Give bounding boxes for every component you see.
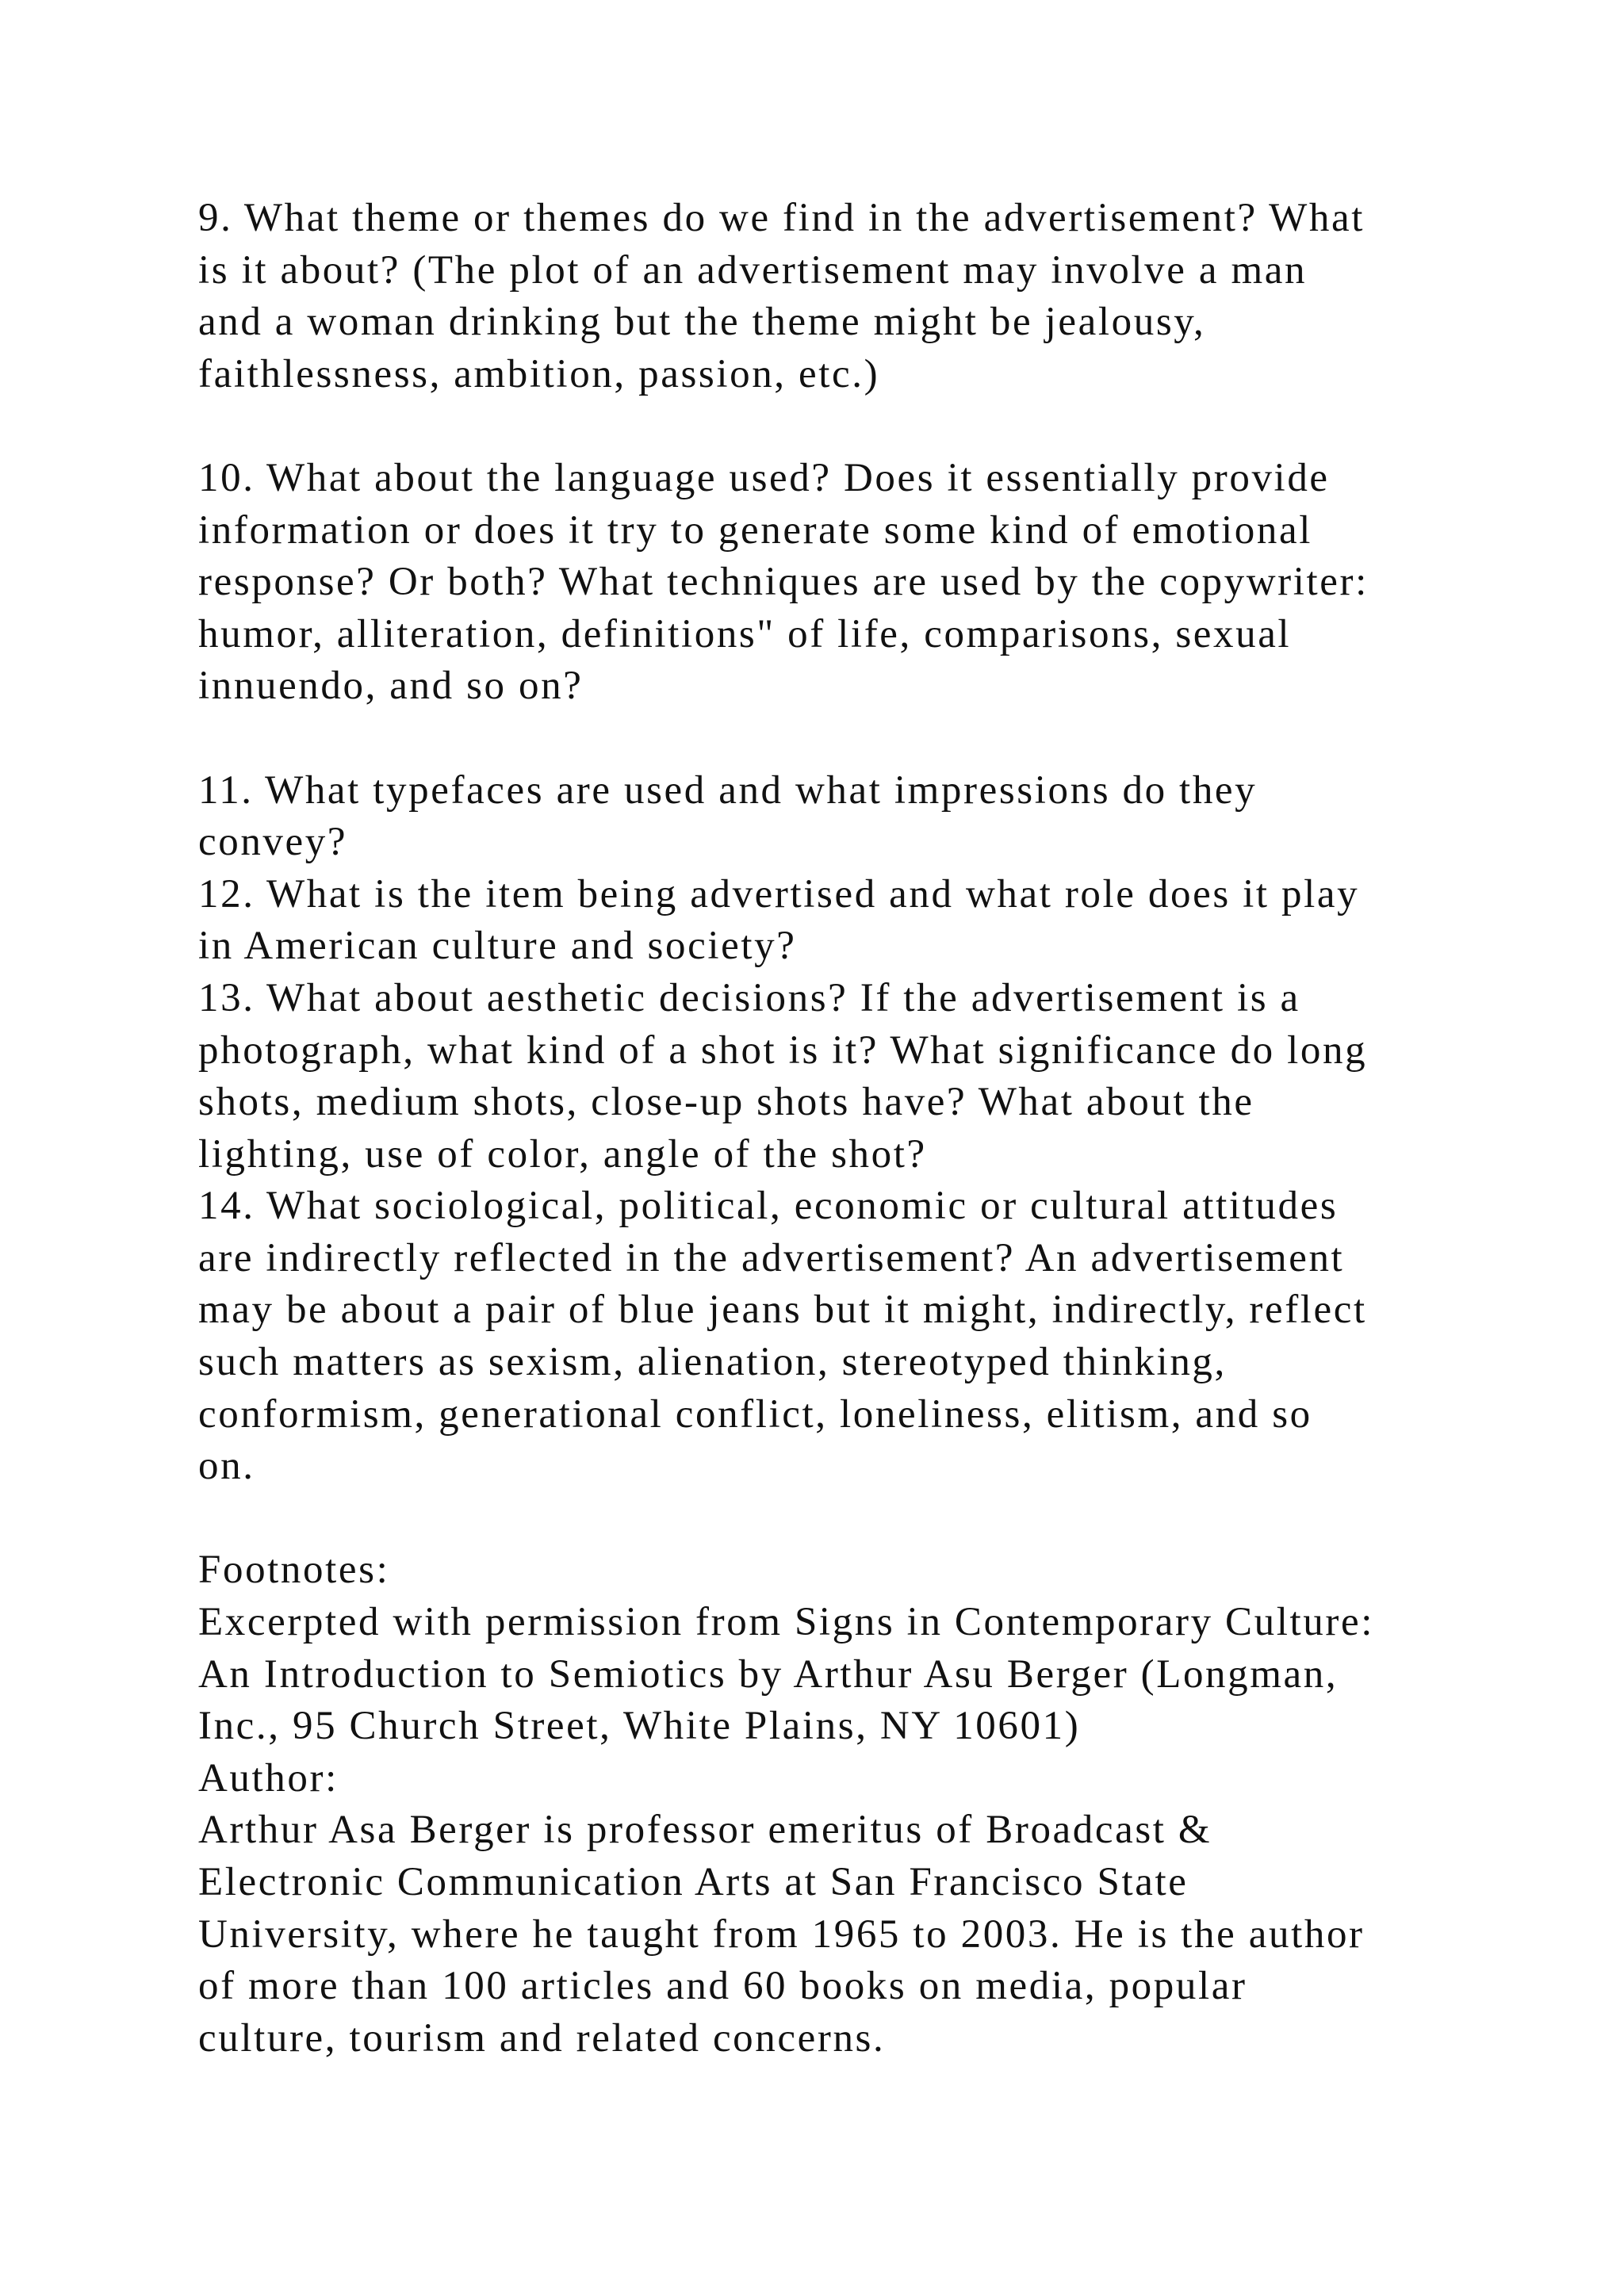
text-line: Excerpted with permission from Signs in Contemporary Culture: — [198, 1600, 1374, 1645]
text-line: on. — [198, 1444, 255, 1489]
text-line: lighting, use of color, angle of the shot? — [198, 1131, 927, 1177]
text-line: 9. What theme or themes do we find in the advertisement? What — [198, 196, 1365, 240]
text-line: Electronic Communication Arts at San Francisco State — [198, 1860, 1189, 1904]
text-line: information or does it try to generate some kind of emotional — [198, 507, 1312, 553]
text-line: and a woman drinking but the theme might be jealousy, — [198, 300, 1206, 345]
text-line: in American culture and society? — [198, 924, 797, 969]
text-line: photograph, what kind of a shot is it? What significance do long — [198, 1027, 1368, 1073]
text-line: An Introduction to Semiotics by Arthur Asu Berger (Longman, — [198, 1651, 1339, 1697]
question-10-paragraph — [198, 453, 1515, 713]
paragraph-gap — [198, 400, 1515, 453]
text-line: such matters as sexism, alienation, stereotyped thinking, — [198, 1340, 1227, 1385]
text-line: culture, tourism and related concerns. — [198, 2015, 886, 2061]
author-heading: Author: — [198, 1755, 339, 1800]
paragraph-gap — [198, 713, 1515, 765]
text-line: 13. What about aesthetic decisions? If the advertisement is a — [198, 975, 1300, 1020]
text-line: Arthur Asa Berger is professor emeritus of Broadcast & — [198, 1808, 1212, 1853]
question-9-paragraph — [198, 193, 1515, 400]
text-line: convey? — [198, 820, 348, 865]
text-line: Inc., 95 Church Street, White Plains, NY 10601) — [198, 1704, 1081, 1749]
text-line: may be about a pair of blue jeans but it might, indirectly, reflect — [198, 1288, 1367, 1333]
text-line: 11. What typefaces are used and what impressions do they — [198, 767, 1258, 813]
text-line: innuendo, and so on? — [198, 664, 584, 709]
text-line: faithlessness, ambition, passion, etc.) — [198, 351, 880, 396]
text-line: conformism, generational conflict, loneliness, elitism, and so — [198, 1391, 1312, 1437]
text-line: 12. What is the item being advertised and what role does it play — [198, 871, 1360, 916]
text-line: humor, alliteration, definitions" of life, comparisons, sexual — [198, 611, 1292, 656]
questions-11-to-14-paragraph — [198, 765, 1515, 1493]
footnotes-section — [198, 1544, 1515, 2064]
text-line: are indirectly reflected in the advertisement? An advertisement — [198, 1235, 1345, 1280]
document-body — [198, 193, 1515, 2064]
paragraph-gap — [198, 1493, 1515, 1545]
text-line: 14. What sociological, political, economic or cultural attitudes — [198, 1184, 1339, 1229]
text-line: University, where he taught from 1965 to 2003. He is the author — [198, 1911, 1365, 1957]
text-line: 10. What about the language used? Does it essentially provide — [198, 455, 1330, 500]
text-line: of more than 100 articles and 60 books on media, popular — [198, 1964, 1247, 2009]
text-line: is it about? (The plot of an advertisement may involve a man — [198, 247, 1308, 293]
text-line: response? Or both? What techniques are used by the copywriter: — [198, 560, 1369, 605]
footnotes-heading: Footnotes: — [198, 1548, 390, 1593]
text-line: shots, medium shots, close-up shots have? What about the — [198, 1080, 1254, 1125]
